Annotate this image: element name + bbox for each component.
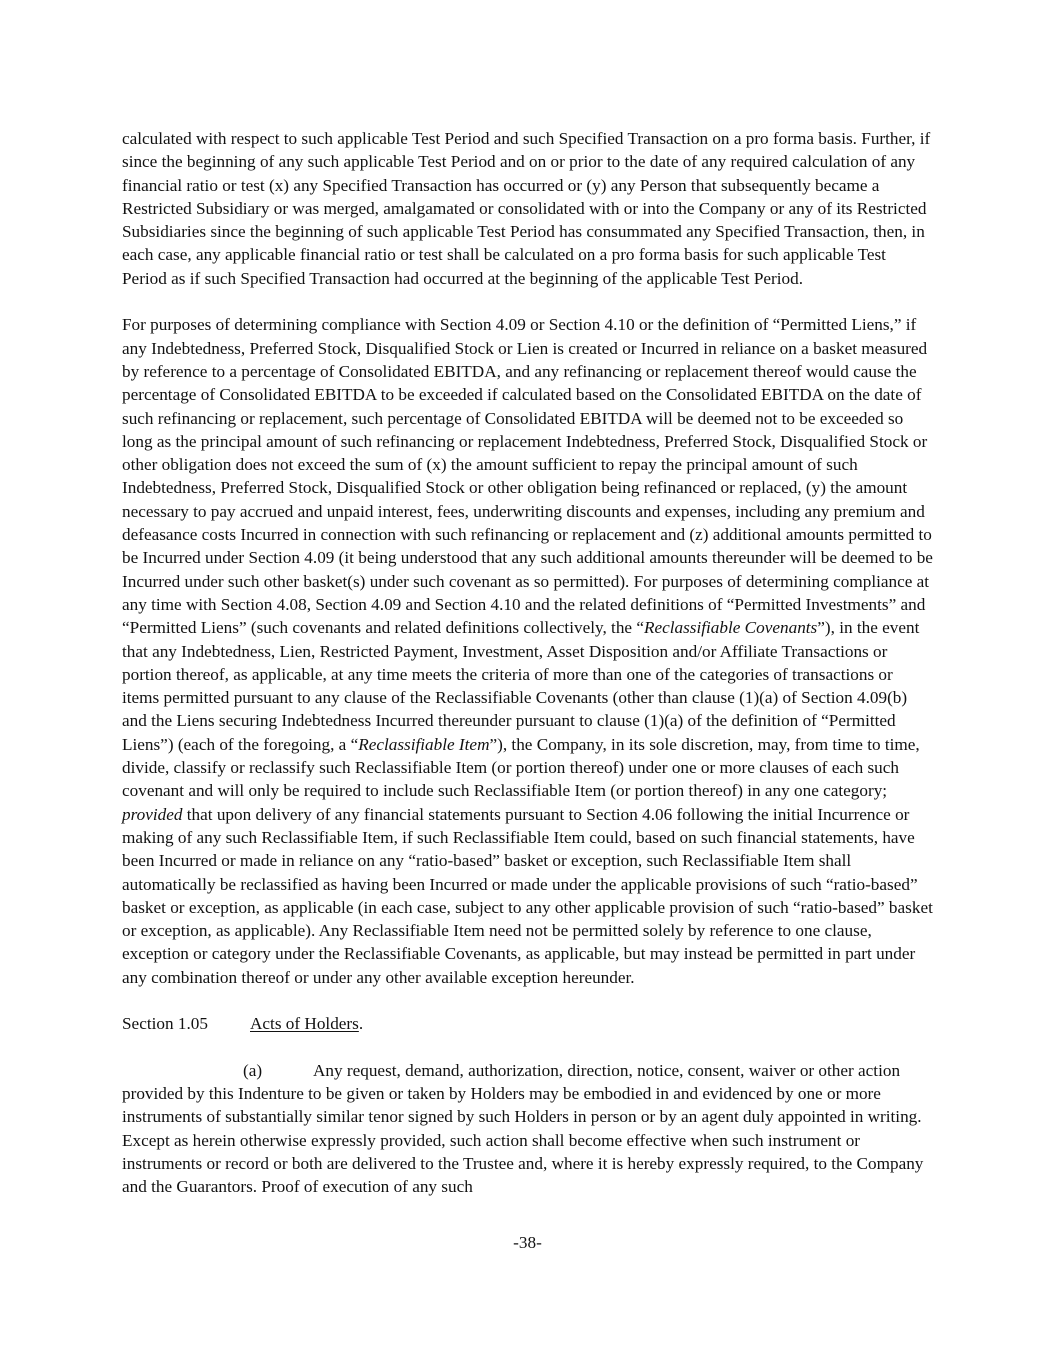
italic-term: provided [122, 804, 183, 824]
text-run: Any request, demand, authorization, direction, notice, consent, waiver or other action provided by this Indenture to be given or taken by Holders may be embodied in and evidenced by one or more instruments of substantially similar tenor signed by such Holders in person or by an agent duly appointed in writing. Except as herein otherwise expressly provided, such action shall become effective when such instrument or instruments or record or both are delivered to the Trustee and, where it is hereby expressly required, to the Company and the Guarantors. Proof of execution of any such [122, 1060, 924, 1197]
paragraph-pro-forma-calculation [122, 127, 934, 290]
text-run: For purposes of determining compliance with Section 4.09 or Section 4.10 or the definition of “Permitted Liens,” if any Indebtedness, Preferred Stock, Disqualified Stock or Lien is created or Incurred in reliance on a basket measured by reference to a percentage of Consolidated EBITDA, and any refinancing or replacement thereof would cause the percentage of Consolidated EBITDA to be exceeded if calculated based on the Consolidated EBITDA on the date of such refinancing or replacement, such percentage of Consolidated EBITDA will be deemed not to be exceeded so long as the principal amount of such refinancing or replacement Indebtedness, Preferred Stock, Disqualified Stock or other obligation does not exceed the sum of (x) the amount sufficient to repay the principal amount of such Indebtedness, Preferred Stock, Disqualified Stock or other obligation being refinanced or replaced, (y) the amount necessary to pay accrued and unpaid interest, fees, underwriting discounts and expenses, including any premium and defeasance costs Incurred in connection with such refinancing or replacement and (z) additional amounts permitted to be Incurred under Section 4.09 (it being understood that any such additional amounts thereunder will be deemed to be Incurred under such other basket(s) under such covenant as so permitted). For purposes of determining compliance at any time with Section 4.08, Section 4.09 and Section 4.10 and the related definitions of “Permitted Investments” and “Permitted Liens” (such covenants and related definitions collectively, the “ [122, 315, 933, 638]
text-run: that upon delivery of any financial statements pursuant to Section 4.06 following the initial Incurrence or making of any such Reclassifiable Item, if such Reclassifiable Item could, based on such financial statements, have been Incurred or made in reliance on any “ratio-based” basket or exception, such Reclassifiable Item shall automatically be reclassified as having been Incurred or made under the applicable provisions of such “ratio-based” basket or exception, as applicable (in each case, subject to any other applicable provision of such “ratio-based” basket or exception, as applicable). Any Reclassifiable Item need not be permitted solely by reference to one clause, exception or category under the Reclassifiable Covenants, as applicable, but may instead be permitted in part under any combination thereof or under any other available exception hereunder. [122, 804, 933, 987]
section-title: Acts of Holders [250, 1014, 359, 1034]
section-heading-1-05: Section 1.05 Acts of Holders. [122, 1012, 934, 1035]
section-number: Section 1.05 [122, 1014, 208, 1034]
paragraph-acts-of-holders-a [122, 1059, 934, 1199]
text-run: ”), in the event that any Indebtedness, Lien, Restricted Payment, Investment, Asset Disposition and/or Affiliate Transactions or portion thereof, as applicable, at any time meets the criteria of more than one of the categories of transactions or items permitted pursuant to any clause of the Reclassifiable Covenants (other than clause (1)(a) of Section 4.09(b) and the Liens securing Indebtedness Incurred thereunder pursuant to clause (1)(a) of the definition of “Permitted Liens”) (each of the foregoing, a “ [122, 618, 920, 754]
paragraph-reclassifiable-covenants [122, 313, 934, 989]
text-run: ”), the Company, in its sole discretion, may, from time to time, divide, classify or reclassify such Reclassifiable Item (or portion thereof) under one or more clauses of each such covenant and will only be required to include such Reclassifiable Item (or portion thereof) in any one category; [122, 734, 920, 801]
document-body [122, 127, 934, 1199]
italic-term: Reclassifiable Item [358, 734, 490, 754]
page-number: -38- [513, 1233, 542, 1252]
list-item-label: (a) [243, 1060, 263, 1080]
text-run: calculated with respect to such applicable Test Period and such Specified Transaction on a pro forma basis. Further, if since the beginning of any such applicable Test Period and on or prior to the date of any required calculation of any financial ratio or test (x) any Specified Transaction has occurred or (y) any Person that subsequently became a Restricted Subsidiary or was merged, amalgamated or consolidated with or into the Company or any of its Restricted Subsidiaries since the beginning of such applicable Test Period has consummated any Specified Transaction, then, in each case, any applicable financial ratio or test shall be calculated on a pro forma basis for such applicable Test Period as if such Specified Transaction had occurred at the beginning of the applicable Test Period. [122, 129, 931, 288]
italic-term: Reclassifiable Covenants [643, 618, 818, 638]
